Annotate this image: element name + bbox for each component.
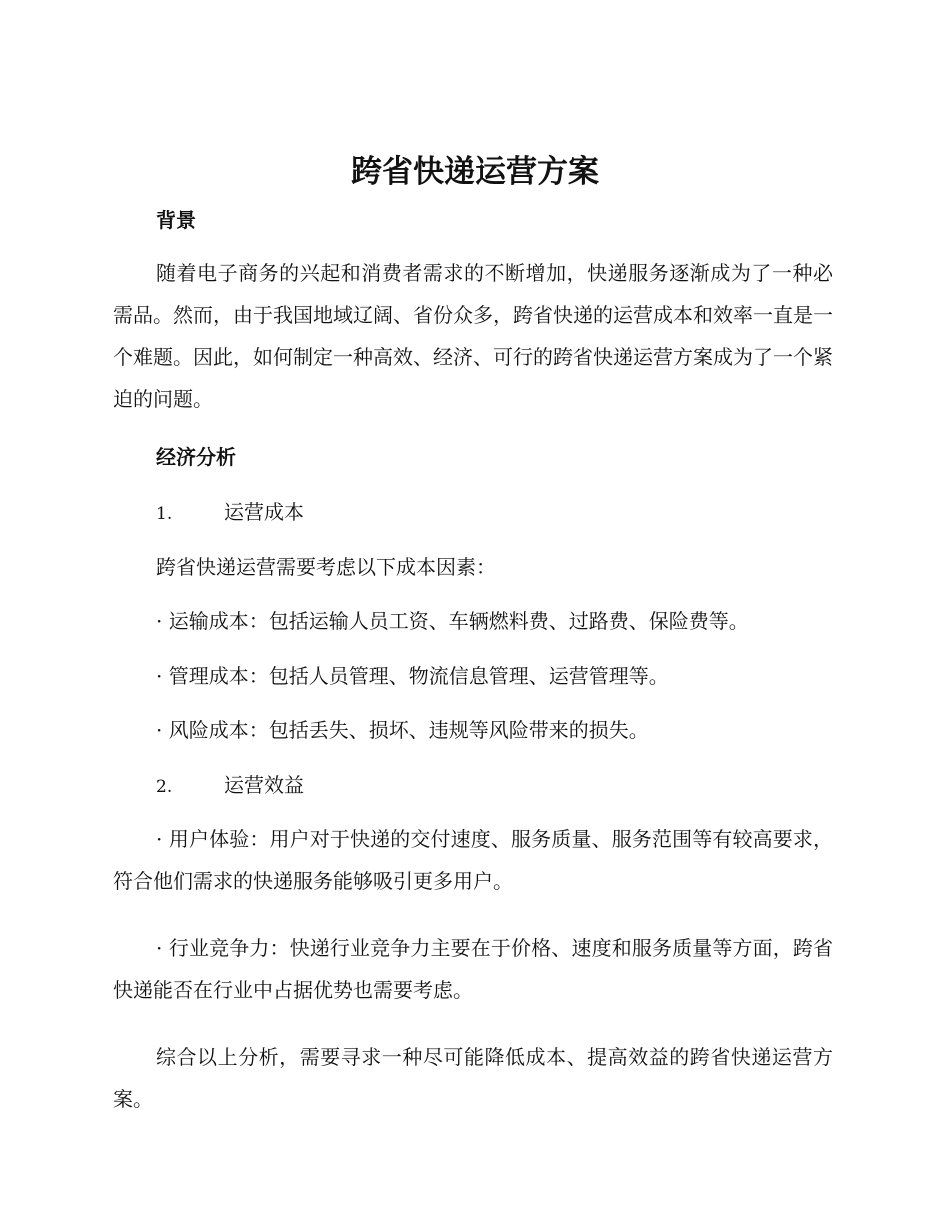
item-label: 运营成本	[224, 500, 304, 524]
document-title: 跨省快递运营方案	[351, 154, 599, 190]
numbered-item-operating-cost	[156, 498, 304, 528]
cost-bullet-transport: · 运输成本：包括运输人员工资、车辆燃料费、过路费、保险费等。	[156, 609, 749, 633]
numbered-item-operating-benefit	[156, 771, 304, 801]
conclusion-paragraph: 综合以上分析，需要寻求一种尽可能降低成本、提高效益的跨省快递运营方案。	[113, 1045, 833, 1111]
item-number: 1.	[156, 504, 173, 524]
background-paragraph: 随着电子商务的兴起和消费者需求的不断增加，快递服务逐渐成为了一种必需品。然而，由于我国地域辽阔、省份众多，跨省快递的运营成本和效率一直是一个难题。因此，如何制定一种高效、经济、可行的跨省快递运营方案成为了一个紧迫的问题。	[113, 261, 833, 411]
benefit-paragraph-competitiveness: · 行业竞争力：快递行业竞争力主要在于价格、速度和服务质量等方面，跨省快递能否在行业中占据优势也需要考虑。	[113, 936, 833, 1002]
cost-bullet-management: · 管理成本：包括人员管理、物流信息管理、运营管理等。	[156, 664, 669, 688]
economic-analysis-heading: 经济分析	[156, 445, 236, 469]
benefit-paragraph-user-experience: · 用户体验：用户对于快递的交付速度、服务质量、服务范围等有较高要求，符合他们需求的快递服务能够吸引更多用户。	[113, 827, 833, 893]
background-heading: 背景	[156, 208, 196, 232]
cost-intro-text: 跨省快递运营需要考虑以下成本因素：	[156, 555, 496, 579]
cost-bullet-risk: · 风险成本：包括丢失、损坏、违规等风险带来的损失。	[156, 718, 649, 742]
item-label: 运营效益	[224, 773, 304, 797]
item-number: 2.	[156, 777, 173, 797]
